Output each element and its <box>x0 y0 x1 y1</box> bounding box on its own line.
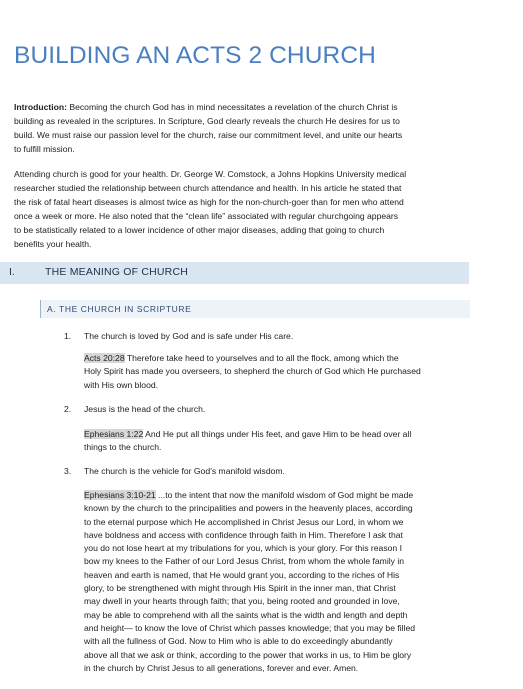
verse-line: things to the church. <box>84 442 162 453</box>
health-line: the risk of fatal heart diseases is almost twice as high for the non-church-goer than for men who attend <box>14 197 404 207</box>
verse-line: ...to the intent that now the manifold wisdom of God might be made <box>155 490 414 500</box>
verse-line: may be able to comprehend with all the saints what is the width and length and depth <box>84 609 408 620</box>
verse-line: heaven and earth is named, that He would grant you, according to the riches of His <box>84 569 400 580</box>
verse-line: have boldness and access with confidence through faith in Him. Therefore I ask that <box>84 529 403 540</box>
health-line: benefits your health. <box>14 239 92 249</box>
section-heading <box>0 262 469 284</box>
verse-line: glory, to be strengthened with might through His Spirit in the inner man, that Christ <box>84 583 396 594</box>
health-paragraph <box>14 167 494 251</box>
list-item-number: 1. <box>64 331 72 341</box>
verse-line: may dwell in your hearts through faith; that you, being rooted and grounded in love, <box>84 596 400 607</box>
verse-line: above all that we ask or think, according to the power that works in us, to Him be glory <box>84 649 412 660</box>
verse-line: to the eternal purpose which He accomplished in Christ Jesus our Lord, in whom we <box>84 516 404 527</box>
verse-line: you do not lose heart at my tribulations for you, which is your glory. For this reason I <box>84 543 402 554</box>
introduction-label: Introduction: <box>14 102 67 112</box>
subsection-heading <box>40 300 470 318</box>
intro-line: Becoming the church God has in mind necessitates a revelation of the church Christ is <box>66 102 398 112</box>
health-line: researcher studied the relationship between church attendance and health. In his article he stated that <box>14 183 402 193</box>
list-item-number: 3. <box>64 466 72 476</box>
scripture-reference: Ephesians 3:10-21 <box>84 490 156 500</box>
scripture-quote <box>84 489 479 675</box>
verse-line: with His own blood. <box>84 379 159 390</box>
health-line: Attending church is good for your health. Dr. George W. Comstock, a Johns Hopkins University medical <box>14 169 407 179</box>
health-line: once a week or more. He also noted that the “clean life” associated with regular churchgoing appears <box>14 211 399 221</box>
subsection-title: A. THE CHURCH IN SCRIPTURE <box>47 304 192 314</box>
list-item-number: 2. <box>64 404 72 414</box>
intro-line: building as revealed in the scriptures. In Scripture, God clearly reveals the church He desires for us to <box>14 116 400 126</box>
verse-line: Therefore take heed to yourselves and to all the flock, among which the <box>124 353 399 363</box>
verse-line: and height— to know the love of Christ which passes knowledge; that you may be filled <box>84 622 416 633</box>
verse-line: with all the fullness of God. Now to Him who is able to do exceedingly abundantly <box>84 636 393 647</box>
list-item-text: The church is the vehicle for God’s manifold wisdom. <box>84 466 285 476</box>
intro-line: to fulfill mission. <box>14 144 75 154</box>
introduction-paragraph <box>14 100 494 156</box>
verse-line: Holy Spirit has made you overseers, to shepherd the church of God which He purchased <box>84 366 421 377</box>
health-line: to be statistically related to a lower incidence of other major diseases, adding that going to church <box>14 225 385 235</box>
scripture-quote <box>84 352 479 392</box>
document-title: BUILDING AN ACTS 2 CHURCH <box>14 42 376 69</box>
list-item-text: Jesus is the head of the church. <box>84 404 206 414</box>
verse-line: in the church by Christ Jesus to all generations, forever and ever. Amen. <box>84 662 359 673</box>
verse-line: bow my knees to the Father of our Lord Jesus Christ, from whom the whole family in <box>84 556 405 567</box>
verse-line: And He put all things under His feet, and gave Him to be head over all <box>143 429 412 439</box>
verse-line: known by the church to the principalities and powers in the heavenly places, according <box>84 503 413 514</box>
section-number: I. <box>9 266 15 278</box>
intro-line: build. We must raise our passion level for the church, raise our commitment level, and unite our hearts <box>14 130 403 140</box>
scripture-reference: Ephesians 1:22 <box>84 429 144 439</box>
section-title: THE MEANING OF CHURCH <box>45 266 189 278</box>
scripture-quote <box>84 428 479 455</box>
list-item-text: The church is loved by God and is safe under His care. <box>84 331 294 341</box>
scripture-reference: Acts 20:28 <box>84 353 125 363</box>
